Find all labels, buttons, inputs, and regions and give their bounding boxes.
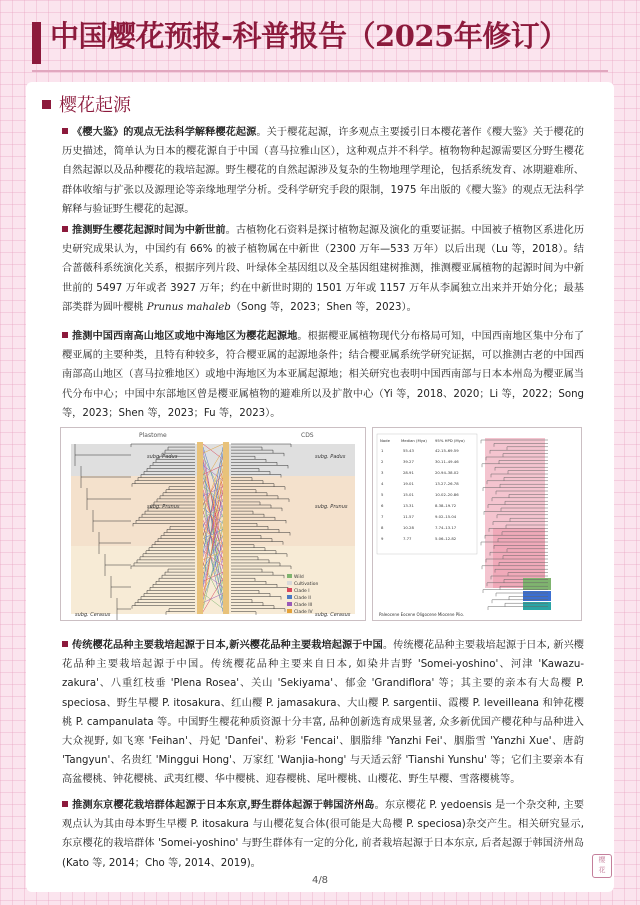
- plastome-label: Plastome: [139, 432, 167, 439]
- paragraph-4: [62, 636, 584, 790]
- table-header-hpd: 95% HPD (Mya): [435, 438, 465, 443]
- species-name: Prunus mahaleb: [146, 301, 231, 313]
- paragraph-5-lead: 推测东京樱花栽培群体起源于日本东京,野生群体起源于韩国济州岛: [72, 799, 375, 811]
- bullet-icon: [62, 641, 68, 647]
- table-cell: 39.27: [403, 459, 414, 464]
- header-accent-bar: [32, 22, 41, 64]
- paragraph-2: [62, 221, 584, 317]
- paragraph-1-lead: 《樱大鉴》的观点无法科学解释樱花起源: [72, 126, 257, 138]
- paragraph-2-lead: 推测野生樱花起源时间为中新世前: [72, 224, 226, 236]
- page-title: 中国樱花预报-科普报告（2025年修订）: [50, 19, 568, 53]
- table-cell: 1: [381, 448, 384, 453]
- table-cell: 10.28: [403, 525, 414, 530]
- legend-clade-3: Clade III: [294, 603, 313, 608]
- table-cell: 9: [381, 536, 384, 541]
- table-cell: 20.94–38.02: [435, 470, 459, 475]
- table-header-node: Node: [380, 438, 390, 443]
- section-heading: [42, 92, 131, 116]
- table-cell: 11.57: [403, 514, 414, 519]
- table-cell: 8: [381, 525, 384, 530]
- paragraph-2-body: 。古植物化石资料是探讨植物起源及演化的重要证据。中国被子植物区系进化历史研究成果认为，中国约有 66% 的被子植物属在中新世（2300 万年—533 万年）以后出现（Lu 等，2018）。结合蔷薇科系统演化关系，根据序列片段、叶绿体全基因组以及全基因组建树推测，推测樱亚属植物的起源时间为中新世前的 5497 万年或者 3927 万年；约在中新世时期的 1501 万年或 1157 万年从李属独立出来并开始分化；最基部类群为圆叶樱桃: [62, 225, 585, 313]
- table-cell: 9.02–15.04: [435, 514, 457, 519]
- subg-label-2-right: subg. Prunus: [315, 504, 348, 510]
- cds-label: CDS: [301, 432, 314, 439]
- table-header-median: Median (Mya): [401, 438, 427, 443]
- header-divider: [32, 70, 608, 72]
- table-cell: 42.15–69.59: [435, 448, 459, 453]
- dated-tree-figure: [372, 427, 582, 621]
- paragraph-1-body: 。关于樱花起源，许多观点主要援引日本樱花著作《樱大鉴》关于樱花的历史描述，简单认为日本的樱花源自于中国（喜马拉雅山区），这种观点并不科学。植物物种起源需要区分野生樱花自然起源以及品种樱花的栽培起源。野生樱花的自然起源涉及复杂的生物地理学理论，包括系统发育、冰期避难所、群体收缩与扩张以及源理论等亲缘地理学分析。受科学研究手段的限制，1975 年出版的《樱大鉴》的观点无法科学解释与验证野生樱花的起源。: [62, 127, 584, 215]
- bullet-icon: [62, 128, 68, 134]
- section-marker-icon: [42, 100, 51, 109]
- paragraph-4-text: 。传统樱花品种主要栽培起源于日本, 新兴樱花品种主要栽培起源于中国。传统樱花品种主要来自日本, 如染井吉野 'Somei-yoshino'、河津 'Kawazu-zakura'、八重红枝垂 'Plena Rosea'、关山 'Sekiyama'、郁金 'Grandiflora' 等；其主要的亲本有大岛樱 P. speciosa、野生早樱 P. itosakura、红山樱 P. jamasakura、大山樱 P. sargentii、霞樱 P. leveilleana 和钟花樱桃 P. campanulata 等。中国野生樱花种质资源十分丰富, 品种创新选育成果显著, 众多新优国产樱花种与品种进入大众视野, 如飞寒 'Feihan'、丹妃 'Danfei'、粉彩 'Fencai'、胭脂绯 'Yanzhi Fei'、胭脂雪 'Yanzhi Xue'、唐韵 'Tangyun'、名贵红 'Minggui Hong'、万家红 'Wanjia-hong' 与天适云舒 'Tianshi Yunshu' 等；它们主要亲本有高盆樱桃、钟花樱桃、武夷红樱、华中樱桃、迎春樱桃、尾叶樱桃、山樱花、野生早樱、雪落樱桃等。: [62, 640, 584, 786]
- subg-label-1: subg. Padus: [147, 454, 178, 460]
- paragraph-2-tail: （Song 等，2023；Shen 等，2023）。: [230, 301, 417, 313]
- subg-label-3: subg. Cerasus: [75, 612, 111, 618]
- table-cell: 13.27–26.78: [435, 481, 459, 486]
- subg-label-1-right: subg. Padus: [315, 454, 346, 460]
- table-cell: 3: [381, 470, 384, 475]
- subg-label-2: subg. Prunus: [147, 504, 180, 510]
- paragraph-1: [62, 123, 584, 219]
- legend-clade-1: Clade I: [294, 589, 310, 594]
- table-cell: 7: [381, 514, 384, 519]
- table-cell: 13.31: [403, 503, 414, 508]
- paragraph-3-lead: 推测中国西南高山地区或地中海地区为樱花起源地: [72, 330, 298, 342]
- paragraph-5: [62, 796, 584, 873]
- legend-cultivation: Cultivation: [294, 582, 319, 587]
- legend-clade-4: Clade IV: [294, 610, 313, 615]
- bullet-icon: [62, 226, 68, 232]
- table-cell: 55.43: [403, 448, 414, 453]
- table-cell: 19.01: [403, 481, 414, 486]
- table-cell: 7.77: [403, 536, 412, 541]
- paragraph-5-text: 。东京樱花 P. yedoensis 是一个杂交种, 主要观点认为其由母本野生早樱 P. itosakura 与山樱花复合体(很可能是大岛樱 P. speciosa)杂交产生。相关研究显示, 东京樱花的栽培群体 'Somei-yoshino' 与野生群体有一定的分化, 前者栽培起源于日本东京, 后者起源于韩国济州岛(Kato 等, 2014；Cho 等, 2014、2019)。: [62, 800, 584, 869]
- paragraph-4-lead: 传统樱花品种主要栽培起源于日本,新兴樱花品种主要栽培起源于中国: [72, 639, 383, 651]
- table-cell: 15.01: [403, 492, 414, 497]
- table-cell: 8.38–19.72: [435, 503, 457, 508]
- dated-tree-graphic: [373, 428, 581, 620]
- table-cell: 5.06–12.82: [435, 536, 457, 541]
- legend-wild: Wild: [294, 575, 304, 580]
- table-cell: 28.91: [403, 470, 414, 475]
- bullet-icon: [62, 801, 68, 807]
- paragraph-3-body: 。根据樱亚属植物现代分布格局可知，中国西南地区集中分布了樱亚属的主要种类，且特有种较多，符合樱亚属的起源地条件；结合樱亚属系统学研究证据，可以推测古老的中国西南部高山地区（喜马拉雅地区）或地中海地区为本亚属起源地；相关研究也表明中国西南部与日本本州岛为樱亚属当代分布中心；中国中东部地区曾是樱亚属植物的避难所以及扩散中心（Yi 等，2018、2020；Li 等，2022；Song 等，2023；Shen 等，2023；Fu 等，2023）。: [62, 331, 585, 419]
- phylogeny-figure: [60, 427, 366, 621]
- subg-label-3-right: subg. Cerasus: [315, 612, 351, 618]
- table-cell: 6: [381, 503, 384, 508]
- table-cell: 7.74–13.17: [435, 525, 457, 530]
- seal-stamp: 樱 花: [592, 854, 612, 878]
- section-title: 樱花起源: [59, 95, 131, 116]
- legend-clade-2: Clade II: [294, 596, 311, 601]
- table-cell: 2: [381, 459, 384, 464]
- page-number: 4/8: [311, 875, 329, 886]
- paragraph-3: [62, 327, 584, 423]
- table-cell: 30.11–49.46: [435, 459, 459, 464]
- table-cell: 4: [381, 481, 384, 486]
- geologic-axis-label: Paleocene Eocene Oligocene Miocene Plio.: [379, 612, 465, 617]
- bullet-icon: [62, 332, 68, 338]
- table-cell: 10.02–20.86: [435, 492, 459, 497]
- table-cell: 5: [381, 492, 384, 497]
- tanglegram-graphic: [61, 428, 365, 620]
- page-header: [0, 0, 640, 80]
